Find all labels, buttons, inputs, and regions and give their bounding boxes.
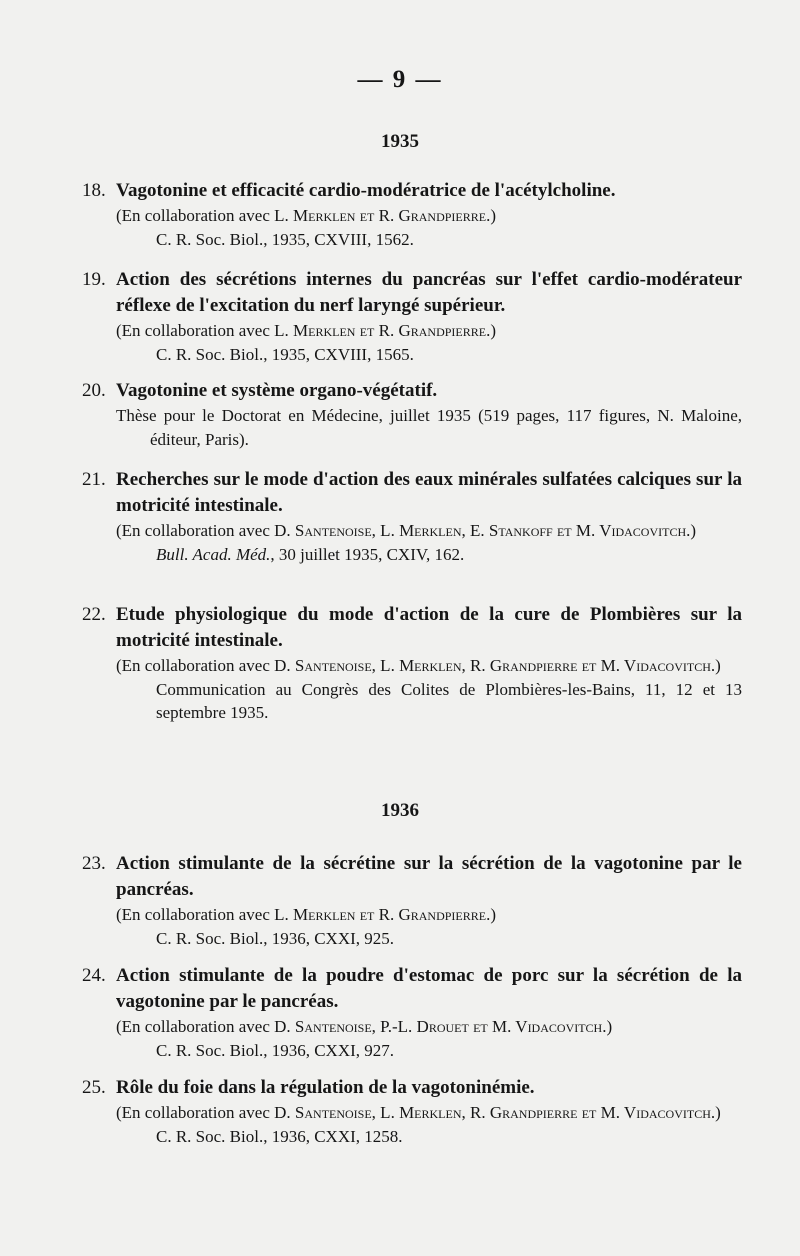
reference-rest: , 30 juillet 1935, CXIV, 162. (270, 544, 465, 564)
collab-names: D. Santenoise, L. Merklen, E. Stankoff et M. Vidacovitch.) (274, 521, 697, 540)
collab-prefix: (En collaboration avec (116, 206, 270, 225)
entry-title-text: Action stimulante de la poudre d'estomac de porc sur la sécrétion de la vagotonine par le pancréas. (116, 965, 742, 1012)
entry-title (82, 602, 742, 654)
entry-19 (82, 267, 742, 366)
entry-collaboration (82, 903, 742, 927)
entry-number: 20. (82, 380, 106, 401)
entry-reference: C. R. Soc. Biol., 1936, CXXI, 927. (156, 1040, 395, 1060)
collab-names: L. Merklen et R. Grandpierre.) (274, 321, 496, 340)
entry-number: 19. (82, 269, 106, 290)
collab-names: D. Santenoise, L. Merklen, R. Grandpierre et M. Vidacovitch.) (274, 656, 721, 675)
entry-25 (82, 1075, 742, 1148)
entry-title-text: Action des sécrétions internes du pancréas sur l'effet cardio-modérateur réflexe de l'excitation du nerf laryngé supérieur. (116, 269, 742, 316)
entry-collaboration (82, 519, 742, 543)
entry-21 (82, 467, 742, 566)
entry-reference: C. R. Soc. Biol., 1936, CXXI, 925. (156, 928, 395, 948)
reference-journal: Bull. Acad. Méd. (156, 544, 271, 564)
entry-reference: C. R. Soc. Biol., 1936, CXXI, 1258. (156, 1126, 403, 1146)
entry-23 (82, 851, 742, 950)
entry-title-text: Vagotonine et système organo-végétatif. (116, 380, 438, 401)
entry-reference: C. R. Soc. Biol., 1935, CXVIII, 1562. (156, 229, 414, 249)
entry-detail: Thèse pour le Doctorat en Médecine, juillet 1935 (519 pages, 117 figures, N. Maloine, éditeur, Paris). (116, 406, 742, 449)
page-number: — 9 — (357, 66, 443, 93)
collab-prefix: (En collaboration avec (116, 1017, 270, 1036)
entry-title-text: Etude physiologique du mode d'action de la cure de Plombières sur la motricité intestinale. (116, 604, 742, 651)
section-year-1935: 1935 (381, 131, 419, 152)
entry-title (82, 378, 742, 404)
entry-20 (82, 378, 742, 451)
collab-prefix: (En collaboration avec (116, 656, 270, 675)
entry-collaboration (82, 319, 742, 343)
entry-number: 24. (82, 965, 106, 986)
entry-collaboration (82, 1101, 742, 1125)
entry-title (82, 467, 742, 519)
collab-prefix: (En collaboration avec (116, 521, 270, 540)
entry-title-text: Rôle du foie dans la régulation de la vagotoninémie. (116, 1077, 535, 1098)
collab-prefix: (En collaboration avec (116, 905, 270, 924)
collab-names: D. Santenoise, L. Merklen, R. Grandpierre et M. Vidacovitch.) (274, 1103, 721, 1122)
entry-title (82, 178, 742, 204)
entry-number: 23. (82, 853, 106, 874)
entry-24 (82, 963, 742, 1062)
entry-22 (82, 602, 742, 725)
entry-number: 18. (82, 180, 106, 201)
section-year-1936: 1936 (381, 800, 419, 821)
entry-reference: Communication au Congrès des Colites de Plombières-les-Bains, 11, 12 et 13 septembre 1935. (156, 679, 742, 722)
collab-names: L. Merklen et R. Grandpierre.) (274, 206, 496, 225)
entry-title-text: Action stimulante de la sécrétine sur la sécrétion de la vagotonine par le pancréas. (116, 853, 742, 900)
entry-title (82, 851, 742, 903)
entry-reference: C. R. Soc. Biol., 1935, CXVIII, 1565. (156, 344, 414, 364)
entry-reference (82, 543, 742, 567)
entry-title-text: Recherches sur le mode d'action des eaux minérales sulfatées calciques sur la motricité intestinale. (116, 469, 742, 516)
entry-collaboration (82, 1015, 742, 1039)
collab-names: D. Santenoise, P.-L. Drouet et M. Vidacovitch.) (274, 1017, 613, 1036)
entry-number: 22. (82, 604, 106, 625)
entry-collaboration (82, 204, 742, 228)
entry-title (82, 963, 742, 1015)
entry-title (82, 267, 742, 319)
entry-title-text: Vagotonine et efficacité cardio-modératrice de l'acétylcholine. (116, 180, 616, 201)
entry-collaboration (82, 654, 742, 678)
collab-prefix: (En collaboration avec (116, 321, 270, 340)
entry-number: 25. (82, 1077, 106, 1098)
entry-title (82, 1075, 742, 1101)
entry-number: 21. (82, 469, 106, 490)
entry-18 (82, 178, 742, 251)
collab-names: L. Merklen et R. Grandpierre.) (274, 905, 496, 924)
collab-prefix: (En collaboration avec (116, 1103, 270, 1122)
